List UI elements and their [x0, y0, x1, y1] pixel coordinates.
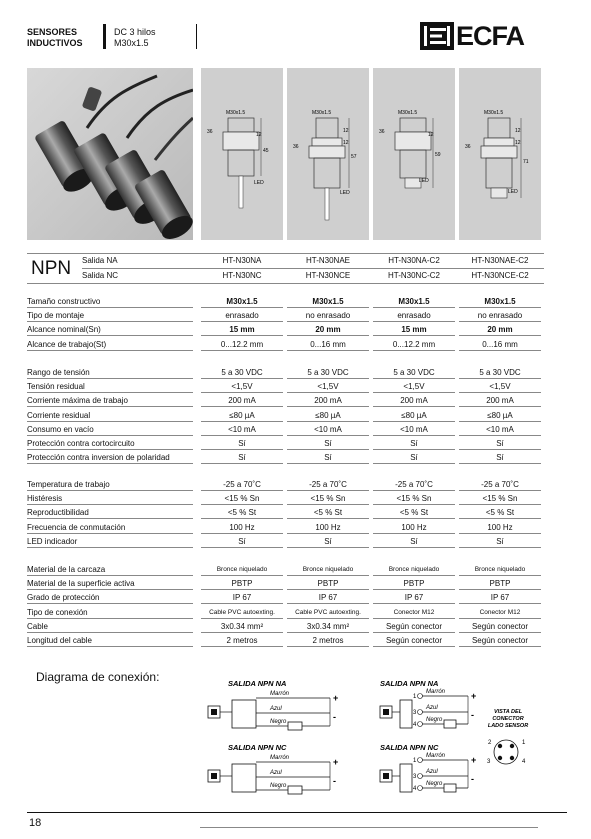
diagram-title: Diagrama de conexión: [36, 670, 160, 684]
pin2-label: 2 [488, 740, 492, 746]
drawing-led-label: LED [254, 180, 264, 186]
spec-value: 100 Hz [201, 521, 283, 534]
pin1-label: 1 [413, 758, 417, 764]
pin4-label: 4 [413, 722, 417, 728]
spec-value: Sí [287, 437, 369, 450]
nc-cable-label: SALIDA NPN NC [228, 743, 287, 752]
spec-value: 200 mA [287, 394, 369, 407]
spec-value: Sí [287, 451, 369, 464]
spec-value: Sí [287, 535, 369, 548]
spec-value: Sí [201, 451, 283, 464]
spec-value: 20 mm [459, 323, 541, 336]
logo-mark-icon [420, 22, 454, 50]
model-na: HT-N30NA-C2 [388, 256, 440, 265]
spec-value: Sí [373, 451, 455, 464]
footer-rule [27, 812, 567, 813]
model-na: HT-N30NAE [305, 256, 350, 265]
model-nc: HT-N30NCE-C2 [471, 271, 529, 280]
spec-value: 5 a 30 VDC [373, 366, 455, 379]
spec-value: PBTP [459, 577, 541, 590]
drawing-thread-label: M30x1.5 [484, 110, 504, 116]
spec-label: Consumo en vacío [27, 423, 193, 436]
spec-value: PBTP [201, 577, 283, 590]
spec-value: Según conector [373, 634, 455, 647]
spec-label: Histéresis [27, 492, 193, 505]
drawing-flat-label: 36 [465, 144, 471, 150]
model-nc: HT-N30NCE [305, 271, 351, 280]
spec-value: enrasado [201, 309, 283, 322]
wire-brown-label: Marrón [426, 753, 446, 759]
drawing-thread-label: M30x1.5 [226, 110, 246, 116]
spec-value: enrasado [373, 309, 455, 322]
spec-value: no enrasado [459, 309, 541, 322]
spec-label: Protección contra inversion de polaridad [27, 451, 193, 464]
spec-value: Sí [201, 437, 283, 450]
spec-value: 5 a 30 VDC [287, 366, 369, 379]
pin4-label: 4 [522, 759, 526, 765]
spec-value: 100 Hz [287, 521, 369, 534]
spec-label: Reproductibilidad [27, 506, 193, 519]
spec-label: Rango de tensión [27, 366, 193, 379]
pin1-label: 1 [522, 740, 526, 746]
spec-value: <1,5V [459, 380, 541, 393]
spec-value: M30x1.5 [287, 295, 369, 308]
connector-note-3: LADO SENSOR [487, 723, 529, 729]
output-type-label: NPN [31, 258, 72, 279]
spec-value: Según conector [459, 634, 541, 647]
plus-label: + [471, 755, 477, 765]
header-title-line1: SENSORES [27, 27, 78, 37]
spec-value: IP 67 [373, 591, 455, 604]
spec-value: <5 % St [373, 506, 455, 519]
wire-blue-label: Azul [270, 706, 282, 712]
spec-value: <15 % Sn [373, 492, 455, 505]
spec-value: 5 a 30 VDC [459, 366, 541, 379]
spec-value: Sí [201, 535, 283, 548]
drawing-led-label: LED [419, 178, 429, 184]
spec-label: Tensión residual [27, 380, 193, 393]
spec-value: 100 Hz [373, 521, 455, 534]
drawing-dim-label: 71 [523, 159, 529, 165]
logo-text: ECFA [456, 21, 525, 51]
wire-blue-label: Azul [426, 705, 438, 711]
spec-value: Bronce niquelado [201, 563, 283, 576]
spec-value: M30x1.5 [373, 295, 455, 308]
drawing-dim-label: 12 [428, 132, 434, 138]
spec-value: ≤80 µA [201, 409, 283, 422]
pin3-label: 3 [413, 774, 417, 780]
spec-value: Según conector [459, 620, 541, 633]
pin3-label: 3 [487, 759, 491, 765]
spec-value: ≤80 µA [373, 409, 455, 422]
spec-value: 0...12.2 mm [201, 338, 283, 351]
minus-label: - [333, 776, 336, 786]
drawing-dim-label: 12 [515, 128, 521, 134]
salida-nc-label: Salida NC [82, 271, 119, 280]
spec-value: M30x1.5 [201, 295, 283, 308]
spec-value: Cable PVC autoexting. [287, 606, 369, 619]
spec-value: -25 a 70˚C [201, 478, 283, 491]
drawing-panel-1 [201, 68, 283, 240]
wire-black-label: Negro [426, 781, 443, 787]
connection-diagram [200, 668, 538, 828]
spec-label: LED indicador [27, 535, 193, 548]
spec-value: 5 a 30 VDC [201, 366, 283, 379]
spec-label: Tipo de conexión [27, 606, 193, 619]
header-divider-thin [196, 24, 197, 49]
salida-na-label: Salida NA [82, 256, 118, 265]
na-cable-label: SALIDA NPN NA [228, 679, 287, 688]
spec-value: Sí [459, 535, 541, 548]
spec-value: 0...12.2 mm [373, 338, 455, 351]
spec-value: 2 metros [201, 634, 283, 647]
spec-value: -25 a 70˚C [373, 478, 455, 491]
spec-value: ≤80 µA [287, 409, 369, 422]
spec-value: IP 67 [201, 591, 283, 604]
drawing-led-label: LED [508, 189, 518, 195]
spec-value: <15 % Sn [287, 492, 369, 505]
drawing-flat-label: 36 [379, 129, 385, 135]
spec-value: Bronce niquelado [373, 563, 455, 576]
model-na: HT-N30NAE-C2 [471, 256, 529, 265]
drawing-flat-label: 36 [207, 129, 213, 135]
spec-value: 15 mm [201, 323, 283, 336]
ecfa-logo [420, 22, 524, 50]
spec-value: 200 mA [373, 394, 455, 407]
pin1-label: 1 [413, 694, 417, 700]
model-nc: HT-N30NC [222, 271, 262, 280]
table-bottom-rule [27, 283, 544, 284]
minus-label: - [471, 774, 474, 784]
plus-label: + [333, 693, 339, 703]
wire-black-label: Negro [426, 717, 443, 723]
spec-value: Sí [373, 437, 455, 450]
spec-label: Longitud del cable [27, 634, 193, 647]
pin4-label: 4 [413, 786, 417, 792]
model-na: HT-N30NA [222, 256, 262, 265]
spec-label: Material de la carcaza [27, 563, 193, 576]
spec-value: 200 mA [201, 394, 283, 407]
header-divider-thick [103, 24, 106, 49]
spec-value: 20 mm [287, 323, 369, 336]
header-title-line2: INDUCTIVOS [27, 38, 83, 48]
connector-face-icon [494, 740, 518, 764]
drawing-led-label: LED [340, 190, 350, 196]
spec-label: Cable [27, 620, 193, 633]
wire-brown-label: Marrón [270, 755, 290, 761]
spec-value: Cable PVC autoexting. [201, 606, 283, 619]
plus-label: + [333, 757, 339, 767]
spec-value: 2 metros [287, 634, 369, 647]
header-subtitle-line2: M30x1.5 [114, 38, 149, 48]
page-number: 18 [29, 817, 42, 829]
spec-label: Alcance nominal(Sn) [27, 323, 193, 336]
spec-label: Tamaño constructivo [27, 295, 193, 308]
spec-value: <10 mA [459, 423, 541, 436]
spec-value: PBTP [287, 577, 369, 590]
spec-value: Sí [459, 451, 541, 464]
drawing-panel-2 [287, 68, 369, 240]
spec-label: Grado de protección [27, 591, 193, 604]
spec-value: Sí [373, 535, 455, 548]
wire-blue-label: Azul [270, 770, 282, 776]
spec-value: <1,5V [373, 380, 455, 393]
spec-value: <10 mA [287, 423, 369, 436]
drawing-dim-label: 12 [515, 140, 521, 146]
wire-blue-label: Azul [426, 769, 438, 775]
spec-value: <5 % St [459, 506, 541, 519]
spec-value: 200 mA [459, 394, 541, 407]
spec-value: no enrasado [287, 309, 369, 322]
spec-value: Conector M12 [373, 606, 455, 619]
spec-value: 100 Hz [459, 521, 541, 534]
drawing-dim-label: 57 [351, 154, 357, 160]
drawing-dim-label: 45 [263, 148, 269, 154]
wire-black-label: Negro [270, 719, 287, 725]
spec-value: Sí [459, 437, 541, 450]
spec-value: IP 67 [287, 591, 369, 604]
minus-label: - [471, 710, 474, 720]
header-subtitle [114, 27, 156, 49]
spec-value: <10 mA [373, 423, 455, 436]
spec-value: <1,5V [201, 380, 283, 393]
spec-label: Temperatura de trabajo [27, 478, 193, 491]
spec-value: <5 % St [287, 506, 369, 519]
spec-value: 3x0.34 mm² [201, 620, 283, 633]
drawing-dim-label: 12 [343, 128, 349, 134]
spec-value: 0...16 mm [459, 338, 541, 351]
minus-label: - [333, 712, 336, 722]
product-photo [27, 68, 193, 240]
spec-value: <10 mA [201, 423, 283, 436]
nc-conn-label: SALIDA NPN NC [380, 743, 439, 752]
spec-value: 15 mm [373, 323, 455, 336]
spec-value: PBTP [373, 577, 455, 590]
spec-value: Conector M12 [459, 606, 541, 619]
spec-label: Frecuencia de conmutación [27, 521, 193, 534]
pin3-label: 3 [413, 710, 417, 716]
spec-value: IP 67 [459, 591, 541, 604]
drawing-dim-label: 59 [435, 152, 441, 158]
spec-value: <15 % Sn [459, 492, 541, 505]
spec-value: <1,5V [287, 380, 369, 393]
connector-note-2: CONECTOR [492, 716, 524, 722]
spec-label: Alcance de trabajo(St) [27, 338, 193, 351]
spec-value: Bronce niquelado [459, 563, 541, 576]
drawing-thread-label: M30x1.5 [398, 110, 418, 116]
spec-value: M30x1.5 [459, 295, 541, 308]
spec-value: <15 % Sn [201, 492, 283, 505]
spec-label: Corriente residual [27, 409, 193, 422]
spec-value: Bronce niquelado [287, 563, 369, 576]
wire-black-label: Negro [270, 783, 287, 789]
spec-label: Corriente máxima de trabajo [27, 394, 193, 407]
spec-value: ≤80 µA [459, 409, 541, 422]
connector-note-1: VISTA DEL [493, 709, 523, 715]
model-nc: HT-N30NC-C2 [387, 271, 440, 280]
header-subtitle-line1: DC 3 hilos [114, 27, 156, 37]
wire-brown-label: Marrón [426, 689, 446, 695]
spec-value: -25 a 70˚C [287, 478, 369, 491]
drawing-panel-4 [459, 68, 541, 240]
plus-label: + [471, 691, 477, 701]
spec-value: 3x0.34 mm² [287, 620, 369, 633]
drawing-panel-3 [373, 68, 455, 240]
drawing-thread-label: M30x1.5 [312, 110, 332, 116]
na-conn-label: SALIDA NPN NA [380, 679, 439, 688]
spec-label: Protección contra cortocircuito [27, 437, 193, 450]
drawing-dim-label: 12 [343, 140, 349, 146]
drawing-dim-label: 12 [256, 132, 262, 138]
spec-label: Tipo de montaje [27, 309, 193, 322]
spec-label: Material de la superficie activa [27, 577, 193, 590]
spec-value: <5 % St [201, 506, 283, 519]
wire-brown-label: Marrón [270, 691, 290, 697]
spec-value: Según conector [373, 620, 455, 633]
header-title [27, 27, 83, 49]
drawing-flat-label: 36 [293, 144, 299, 150]
spec-value: 0...16 mm [287, 338, 369, 351]
spec-value: -25 a 70˚C [459, 478, 541, 491]
